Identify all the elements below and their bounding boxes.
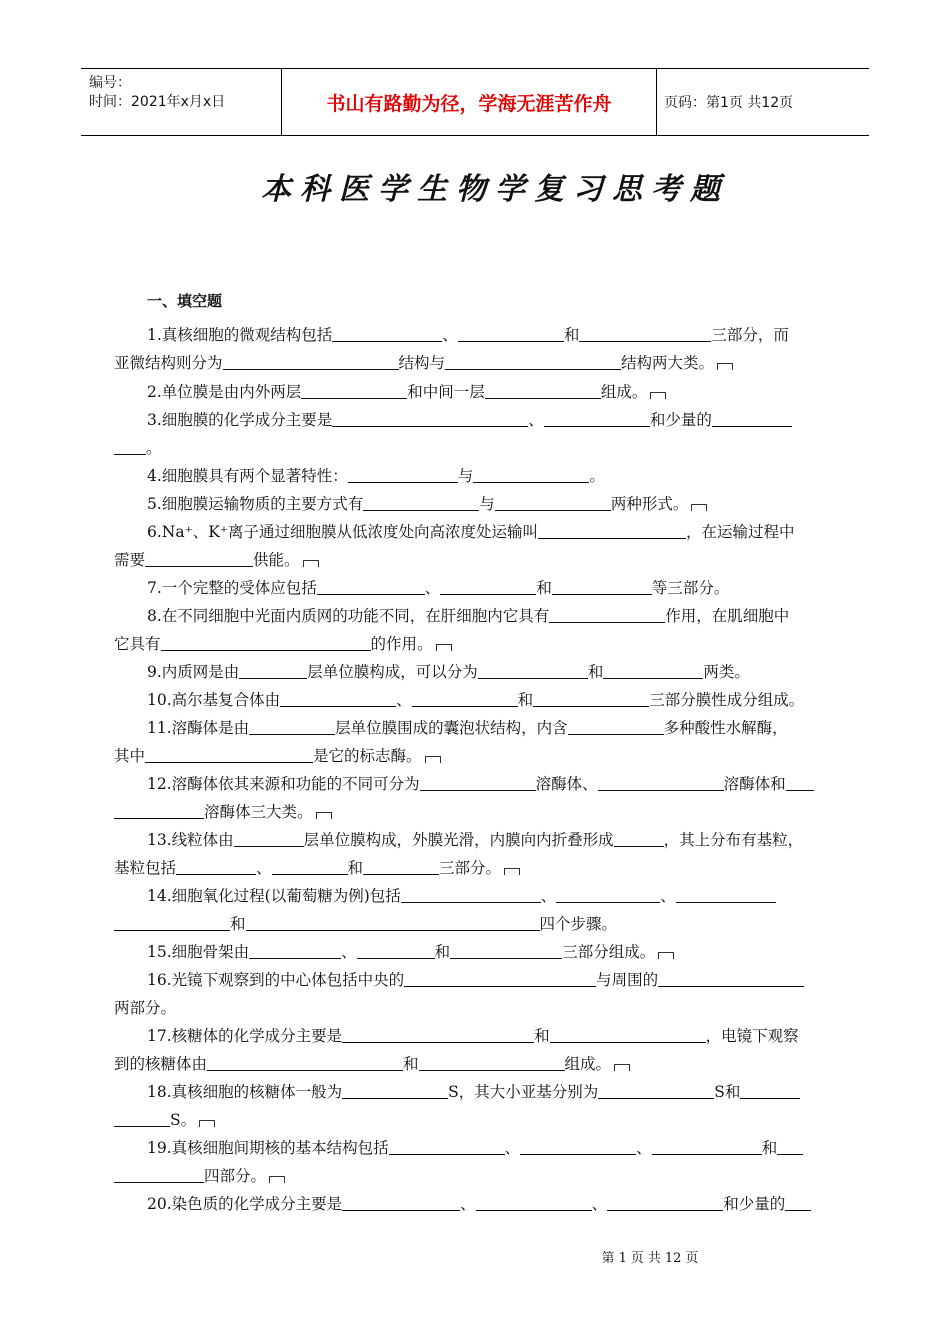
question-text: 与周围的 [596,971,659,989]
question-text: 和 [347,859,364,877]
edit-mark-icon [269,1176,285,1183]
question-text: 12.溶酶体依其来源和功能的不同可分为 [147,775,420,793]
question-text: 、 [528,411,544,429]
question-text: 供能。 [253,551,300,569]
answer-blank [317,576,425,595]
question-text: S和 [714,1083,741,1101]
question-text: 、 [636,1139,652,1157]
answer-blank [223,351,399,370]
answer-blank [114,912,230,931]
answer-blank [114,436,146,455]
answer-blank [342,1024,534,1043]
answer-blank [234,828,304,847]
question-14 [114,882,838,938]
question-20 [114,1190,838,1218]
answer-blank [552,576,652,595]
question-text: 层单位膜构成，外膜光滑，内膜向内折叠形成 [303,831,614,849]
question-text: 三部分膜性成分组成。 [649,691,805,709]
question-text: 1.真核细胞的微观结构包括 [147,326,333,344]
header-right-cell [656,69,869,135]
answer-blank [478,660,588,679]
answer-blank [145,548,253,567]
question-text: S，其大小亚基分别为 [448,1083,599,1101]
question-text: 15.细胞骨架由 [147,943,250,961]
answer-blank [549,604,665,623]
question-text: 溶酶体、 [535,775,598,793]
question-12 [114,770,838,826]
answer-blank [544,408,650,427]
answer-blank [246,912,540,931]
question-10 [114,686,838,714]
answer-blank [404,968,596,987]
answer-blank [420,772,536,791]
answer-blank [357,940,435,959]
answer-blank [495,492,611,511]
question-text: 、 [460,1195,476,1213]
answer-blank [342,1080,448,1099]
question-text: 和 [536,579,552,597]
question-text: 等三部分。 [651,579,730,597]
question-text: 4.细胞膜具有两个显著特性： [147,467,348,485]
question-text: 、 [256,859,272,877]
answer-blank [533,688,649,707]
answer-blank [419,1052,565,1071]
answer-blank [207,1052,403,1071]
question-text: 和 [434,943,451,961]
answer-blank [114,800,204,819]
answer-blank [740,1080,800,1099]
answer-blank [348,464,458,483]
question-text: 和 [587,663,604,681]
question-8 [114,602,838,658]
answer-blank [712,408,792,427]
answer-blank [401,884,541,903]
question-text: 作用，在肌细胞中 [665,607,790,625]
question-text: 。 [589,467,605,485]
edit-mark-icon [614,1064,630,1071]
answer-blank [412,688,518,707]
question-text: 2.单位膜是由内外两层 [147,383,302,401]
question-1 [114,321,838,377]
answer-blank [114,1164,204,1183]
answer-blank [114,1108,170,1127]
question-text: 它具有 [114,635,161,653]
question-text: 3.细胞膜的化学成分主要是 [147,411,333,429]
question-text: 与 [479,495,495,513]
question-17 [114,1022,838,1078]
id-label: 编号： [89,75,131,91]
question-text: 、 [396,691,412,709]
answer-blank [652,1136,762,1155]
question-text: 5.细胞膜运输物质的主要方式有 [147,495,364,513]
answer-blank [280,688,396,707]
header-middle-cell [281,69,657,135]
answer-blank [607,1192,723,1211]
motto: 书山有路勤为径，学海无涯苦作舟 [326,92,612,115]
question-3 [114,406,838,462]
question-text: 两种形式。 [610,495,689,513]
question-text: 三部分。 [439,859,502,877]
question-text: 11.溶酶体是由 [147,719,250,737]
edit-mark-icon [650,392,666,399]
question-19 [114,1134,838,1190]
question-text: 、 [504,1139,521,1157]
question-text: 的作用。 [370,635,433,653]
answer-blank [249,716,335,735]
question-text: 四部分。 [204,1167,267,1185]
question-text: 溶酶体三大类。 [204,803,313,821]
answer-blank [389,1136,505,1155]
question-text: ，其上分布有基粒， [663,831,804,849]
answer-blank [176,856,256,875]
page-info: 页码：第1页 共12页 [664,95,794,111]
edit-mark-icon [425,756,441,763]
question-5 [114,490,838,518]
question-text: 8.在不同细胞中光面内质网的功能不同，在肝细胞内它具有 [147,607,550,625]
question-text: 和 [230,915,246,933]
question-text: 亚微结构则分为 [114,354,223,372]
question-text: 四个步骤。 [539,915,618,933]
answer-blank [473,464,589,483]
question-text: 6.Na⁺、K⁺离子通过细胞膜从低浓度处向高浓度处运输叫 [147,523,539,541]
question-13 [114,826,838,882]
question-text: 、 [591,1195,608,1213]
question-text: 14.细胞氧化过程(以葡萄糖为例)包括 [147,887,401,905]
answer-blank [161,632,371,651]
question-9 [114,658,838,686]
header-left-cell [81,69,281,135]
question-text: 、 [424,579,441,597]
answer-blank [249,940,341,959]
answer-blank [785,1192,811,1211]
question-text: 、 [660,887,676,905]
question-text: 9.内质网是由 [147,663,240,681]
question-text: 和 [563,326,580,344]
question-text: 和少量的 [649,411,712,429]
question-7 [114,574,838,602]
edit-mark-icon [436,644,452,651]
question-11 [114,714,838,770]
question-text: 两部分。 [114,999,177,1017]
time-label: 时间：2021年x月x日 [89,94,226,110]
section-title: 一、填空题 [147,292,223,310]
question-text: 和 [517,691,534,709]
question-text: 18.真核细胞的核糖体一般为 [147,1083,343,1101]
question-text: 三部分，而 [711,326,789,344]
question-text: 20.染色质的化学成分主要是 [147,1195,343,1213]
question-text: ，电镜下观察 [705,1027,799,1045]
footer-text: 页 [630,1251,644,1266]
answer-blank [239,660,307,679]
answer-blank [332,408,528,427]
question-text: 7.一个完整的受体应包括 [147,579,317,597]
question-text: 需要 [114,551,146,569]
answer-blank [332,323,442,342]
question-text: 和 [403,1055,419,1073]
edit-mark-icon [691,504,707,511]
question-15 [114,938,838,966]
question-text: 层单位膜围成的囊泡状结构，内含 [335,719,568,737]
question-text: 和少量的 [723,1195,786,1213]
question-text: 到的核糖体由 [114,1055,208,1073]
document-header [81,68,869,136]
page-footer [0,1247,950,1266]
answer-blank [363,856,439,875]
footer-total-pages: 12 [664,1251,682,1266]
question-18 [114,1078,838,1134]
question-text: 结构与 [398,354,446,372]
question-4 [114,462,838,490]
answer-blank [579,323,711,342]
answer-blank [445,351,621,370]
footer-text: 共 [647,1251,661,1266]
question-text: 多种酸性水解酶， [663,719,788,737]
footer-text: 页 [685,1251,699,1266]
question-text: 和中间一层 [407,383,485,401]
answer-blank [614,828,664,847]
answer-blank [145,744,313,763]
edit-mark-icon [658,952,674,959]
answer-blank [676,884,776,903]
question-text: 、 [442,326,458,344]
edit-mark-icon [199,1120,215,1127]
question-text: 13.线粒体由 [147,831,234,849]
edit-mark-icon [504,868,520,875]
edit-mark-icon [303,560,319,567]
question-text: S。 [170,1111,197,1129]
answer-blank [568,716,664,735]
answer-blank [363,492,479,511]
question-text: 、 [341,943,357,961]
footer-text: 第 [601,1251,615,1266]
question-text: 两类。 [703,663,750,681]
answer-blank [485,380,601,399]
question-text: 结构两大类。 [621,354,715,372]
answer-blank [777,1136,803,1155]
question-text: 10.高尔基复合体由 [147,691,281,709]
question-text: 三部分组成。 [562,943,656,961]
question-text: 基粒包括 [114,859,177,877]
answer-blank [538,520,686,539]
question-text: 和 [761,1139,778,1157]
answer-blank [556,884,660,903]
question-text: 、 [540,887,557,905]
answer-blank [598,772,724,791]
question-text: 16.光镜下观察到的中心体包括中央的 [147,971,405,989]
question-text: 层单位膜构成，可以分为 [307,663,478,681]
edit-mark-icon [316,812,332,819]
edit-mark-icon [717,363,733,370]
question-2 [114,378,838,406]
answer-blank [458,323,564,342]
question-text: 和 [534,1027,550,1045]
question-text: 。 [146,439,162,457]
question-16 [114,966,838,1022]
document-title: 本科医学生物学复习思考题 [261,172,729,207]
answer-blank [658,968,804,987]
question-text: 组成。 [564,1055,612,1073]
question-text: 其中 [114,747,146,765]
question-text: 组成。 [600,383,648,401]
footer-page-number: 1 [618,1251,627,1266]
answer-blank [450,940,562,959]
question-text: 与 [457,467,474,485]
answer-blank [786,772,814,791]
answer-blank [603,660,703,679]
question-6 [114,518,838,574]
answer-blank [272,856,348,875]
answer-blank [520,1136,636,1155]
answer-blank [550,1024,706,1043]
question-text: 是它的标志酶。 [313,747,422,765]
answer-blank [598,1080,714,1099]
question-text: ，在运输过程中 [686,523,795,541]
answer-blank [440,576,536,595]
answer-blank [301,380,407,399]
answer-blank [476,1192,592,1211]
question-text: 17.核糖体的化学成分主要是 [147,1027,343,1045]
answer-blank [342,1192,460,1211]
question-text: 溶酶体和 [723,775,786,793]
question-text: 19.真核细胞间期核的基本结构包括 [147,1139,389,1157]
